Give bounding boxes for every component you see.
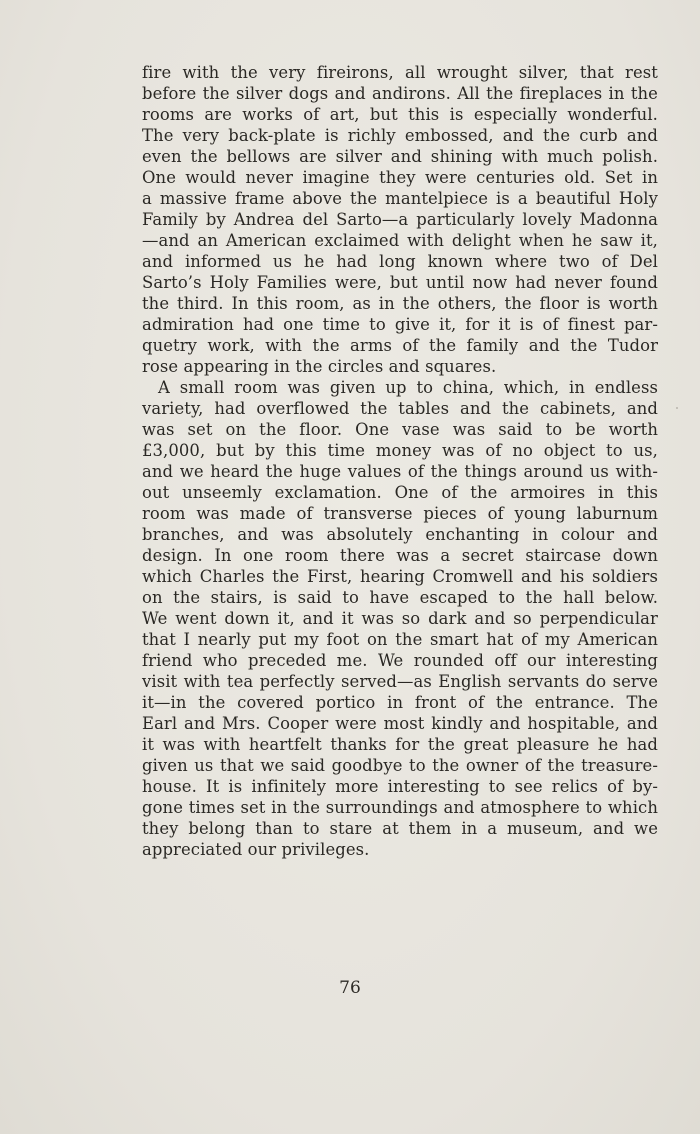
text-line: even the bellows are silver and shining with much polish. — [142, 147, 658, 166]
text-line: Family by Andrea del Sarto—a particularly lovely Madonna — [142, 210, 658, 229]
text-line: the third. In this room, as in the others, the floor is worth — [142, 294, 658, 313]
text-line: design. In one room there was a secret staircase down — [142, 546, 658, 565]
text-line: fire with the very fireirons, all wrought silver, that rest — [142, 63, 658, 82]
paragraph-1 — [142, 62, 658, 377]
text-line: Sarto’s Holy Families were, but until now had never found — [142, 273, 658, 292]
text-line: admiration had one time to give it, for it is of finest par- — [142, 315, 658, 334]
text-line: quetry work, with the arms of the family and the Tudor — [142, 336, 658, 355]
text-line: rose appearing in the circles and squares. — [142, 357, 497, 376]
paper-speck — [676, 407, 678, 409]
text-line: gone times set in the surroundings and atmosphere to which — [142, 798, 658, 817]
text-line: visit with tea perfectly served—as English servants do serve — [142, 672, 658, 691]
text-line: branches, and was absolutely enchanting in colour and — [142, 525, 658, 544]
text-line: We went down it, and it was so dark and so perpendicular — [142, 609, 658, 628]
text-line: appreciated our privileges. — [142, 840, 370, 859]
page-number: 76 — [339, 978, 361, 998]
text-line: friend who preceded me. We rounded off our interesting — [142, 651, 658, 670]
text-line: it was with heartfelt thanks for the great pleasure he had — [142, 735, 658, 754]
text-line: One would never imagine they were centuries old. Set in — [142, 168, 658, 187]
text-line: house. It is infinitely more interesting to see relics of by- — [142, 777, 658, 796]
text-line: A small room was given up to china, which, in endless — [158, 378, 658, 397]
text-line: a massive frame above the mantelpiece is a beautiful Holy — [142, 189, 658, 208]
text-line: rooms are works of art, but this is especially wonderful. — [142, 105, 658, 124]
text-line: it—in the covered portico in front of the entrance. The — [142, 693, 658, 712]
text-line: Earl and Mrs. Cooper were most kindly and hospitable, and — [142, 714, 658, 733]
text-line: and informed us he had long known where two of Del — [142, 252, 658, 271]
text-line: was set on the floor. One vase was said to be worth — [142, 420, 658, 439]
paragraph-2 — [142, 377, 658, 860]
text-line: room was made of transverse pieces of young laburnum — [142, 504, 658, 523]
text-line: before the silver dogs and andirons. All the fireplaces in the — [142, 84, 658, 103]
text-line: The very back-plate is richly embossed, and the curb and — [142, 126, 658, 145]
text-line: on the stairs, is said to have escaped to the hall below. — [142, 588, 658, 607]
text-line: given us that we said goodbye to the owner of the treasure- — [142, 756, 658, 775]
text-line: —and an American exclaimed with delight when he saw it, — [142, 231, 658, 250]
text-line: that I nearly put my foot on the smart hat of my American — [142, 630, 658, 649]
text-line: which Charles the First, hearing Cromwell and his soldiers — [142, 567, 658, 586]
text-line: and we heard the huge values of the things around us with- — [142, 462, 658, 481]
text-line: £3,000, but by this time money was of no object to us, — [142, 441, 658, 460]
body-text — [142, 62, 658, 860]
text-line: variety, had overflowed the tables and the cabinets, and — [142, 399, 658, 418]
text-line: they belong than to stare at them in a museum, and we — [142, 819, 658, 838]
text-line: out unseemly exclamation. One of the armoires in this — [142, 483, 658, 502]
